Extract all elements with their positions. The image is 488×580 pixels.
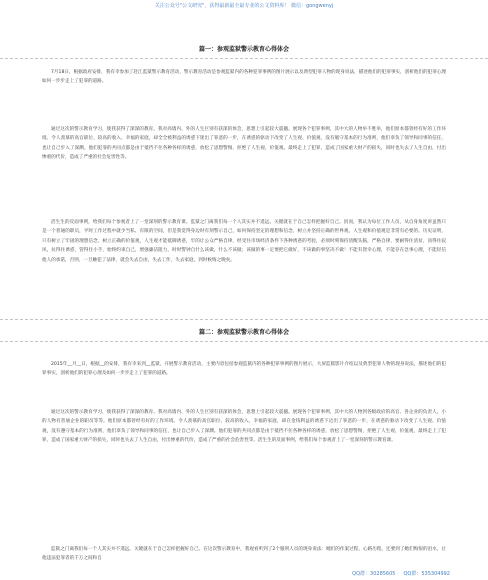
divider bbox=[0, 341, 488, 342]
article-1-paragraph-1: 7月18日，根据政府安排，我有幸参加了赴江监狱警示教育活动，警示教育活动是参观监狱内的各种犯罪事例的图片展示以及典型犯罪人物的现身说法，描述他们的犯罪事实，剖析他们的犯罪心理如何一步步走上了犯罪的道路。 bbox=[42, 70, 446, 85]
article-2-paragraph-1: 2015年__月__日，根据__的安排，我有幸来到__监狱，开展警示教育活动，主要内容包括参观监狱内的各种犯罪事例的图片展示，大屏监狱影片介绍以及典型犯罪人物的现身说法，描述他们的犯罪事实，剖析他们的犯罪心理及如何一步步走上了犯罪的道路。 bbox=[42, 362, 446, 377]
article-1-paragraph-3: 活生生的反面事例，给我们每个参观者上了一堂深刻的警示教育课。监狱之门离我们每一个人其实并不遥远。关键就在于自己怎样把握好自己。因而，我认为每位工作人员，从自身角度讲虽然只是一个普通的职员，平时工作过程中就少当私、有限的空间，但是我觉得身边时有刻警示自己，如何保持坚定的理想和信念，树立并坚持正确的世界观、人生观和价值观是非常有必要的。历史证明，只有树立了牢固的理想信念，树立正确的价值观，人生观才能抵御诱惑，牢的让公众严格自律，经受住市场经济条件下各种诱惑的考验，必须时刻保持清醒头脑，严格自律，要耐得住清贫，顶得住寂风，抗得住诱惑，管得住小手，始终约束自己，增强廉洁阻力，时时警钟自什么该做，什么不该做；该做的事一定要把它做好，不该做的事坚决不做！不能有侥幸心理，不能存在急事心理，不能轻信他人的承诺，否则，一旦触犯了法律，就会失去自由，失去工作，失去家庭，到时候悔之晚矣。 bbox=[42, 220, 446, 263]
article-1-title: 篇一：参观监狱警示教育心得体会 bbox=[198, 46, 289, 53]
article-2-paragraph-3: 监狱之门离我们每一个人其实并不遥远。关键就在于自己怎样把握好自己。在这次警示教育中，我观看听到了2个服刑人员的现身说法：她们的作案过程、心路历程、还要到了她们悔恨的泪水，让他违法犯罪者的千万之间和自 bbox=[42, 547, 446, 562]
article-1-paragraph-2: 通过这次的警示教育学习，使我获得了深深的教育。我对高墙内、外的人生巨别有获深的体会，思想上引起较大震撼。展现各个犯罪事例，其中大的人物举不胜举，他们原本都曾经有好的工作环境、令人羡慕的高官职位、较高的收入、幸福的家庭，却全全被利益的诱惑下迷出了罪恶的一步，在诱惑的驱动下改变了人生观、价值观，没有履守基本的行为准则，他们辜负了领导和同事的信任，也让自己步入了深渊。他们犯罪的共同点都是由于抵挡不住各种各样的诱惑，放松了思想警惕，拒绝了人生观、价值观。最终走上了犯罪，造成了国家重大财产的损失，同时也失去了人生自由，付出惨重的代价，造成了严重的社会危害性等。 bbox=[42, 127, 446, 161]
divider bbox=[0, 58, 488, 59]
article-2-title: 篇二：参观监狱警示教育心得体会 bbox=[198, 329, 289, 336]
footer-qq-group-1: QQ群：30285605 bbox=[352, 571, 396, 577]
header-banner: 关注公众号"公文研究"，获得最新最全最专业的公文资料库！ 微信：gongwenyj bbox=[154, 3, 334, 9]
footer-qq-group-2: QQ群：535304992 bbox=[403, 571, 450, 577]
article-2-paragraph-2: 通过这次的警示教育学习，使我获得了深深的教育。我对高墙内、外的人生巨别有获深的体会，思想上引起较大震撼。展现各个犯罪事例，其中大的人物到各级政府的高官、各企业的负责人，小的人物有普通企业的职员等等。他们原本都曾经有好的工作环境、令人羡慕的高官职位、较高的收入、幸福的家庭，却在金钱利益的诱惑下迈出了罪恶的一步，在诱惑的驱动下改变了人生观、价值观，没有遵守基本的行为准则，他们辜负了领导和同事的信任，也让自己步入了深渊。他们犯罪的共同点都是由于抵挡不住各种各样的诱惑，放松了思想警惕，拒绝了人生观、价值观，最终走上了犯罪，造成了国家重大财产的损失，同时也失去了人生自由，付出惨重的代价，造成了严重的社会危害性等。活生生的反面事例，给我们每个参观者上了一堂深刻的警示教育课。 bbox=[42, 410, 446, 444]
footer-contacts bbox=[300, 570, 450, 577]
divider bbox=[0, 319, 488, 320]
